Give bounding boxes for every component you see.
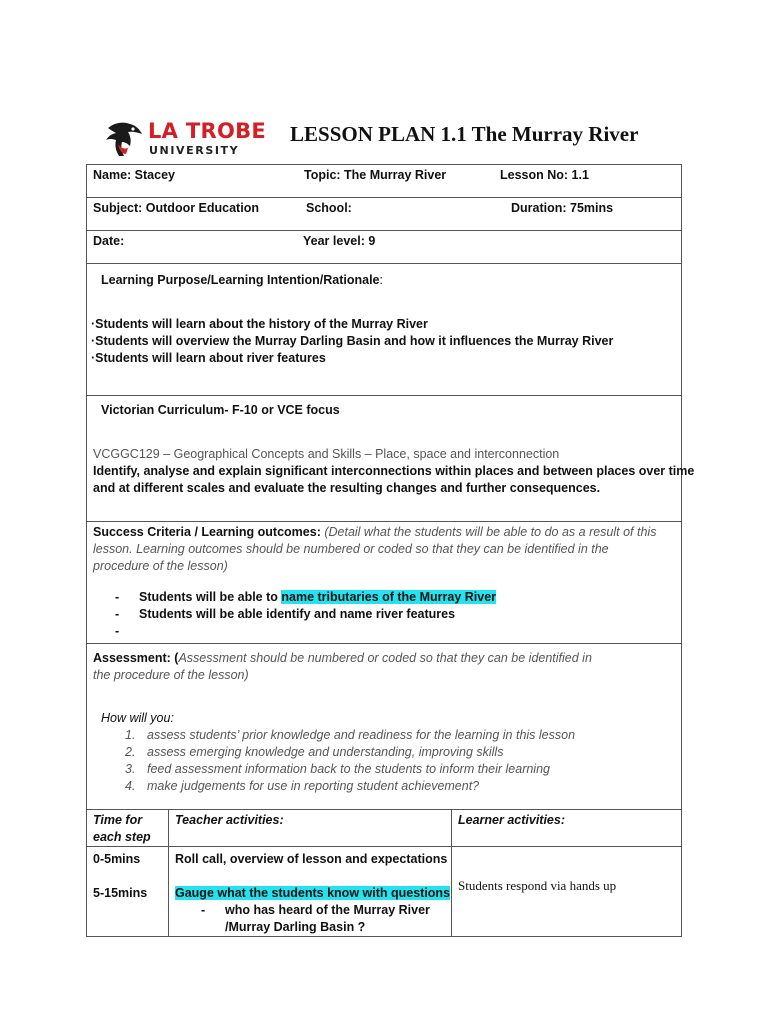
list-item: 3. feed assessment information back to the students to inform their learning [125, 762, 550, 776]
how-will-you-label: How will you: [101, 711, 174, 725]
purpose-list [87, 289, 681, 367]
assessment-note-line-2: the procedure of the lesson) [93, 668, 249, 682]
logo-subtitle: UNIVERSITY [149, 144, 240, 157]
school-field: School: [306, 201, 352, 215]
curriculum-code: VCGGC129 – [93, 447, 171, 461]
success-criteria-note-line-3: procedure of the lesson) [93, 559, 228, 573]
date-field: Date: [93, 234, 125, 248]
year-level-field: Year level: 9 [303, 234, 376, 248]
time-step-2: 5-15mins [93, 886, 148, 900]
logo-name: LA TROBE [148, 119, 267, 143]
la-trobe-logo [104, 118, 267, 160]
teacher-activities-header: Teacher activities: [175, 813, 284, 827]
success-criteria-list [87, 575, 681, 640]
list-item: 4. make judgements for use in reporting student achievement? [125, 779, 480, 793]
assessment-note: Assessment should be numbered or coded so that they can be identified in [178, 651, 592, 665]
time-header-line-1: Time for [93, 813, 143, 827]
teacher-activity-2-highlighted: Gauge what the students know with questions [175, 886, 451, 900]
time-header-line-2: each step [93, 830, 151, 844]
curriculum-description-line-2: and at different scales and evaluate the resulting changes and further consequences. [93, 481, 601, 495]
curriculum-code-description: Geographical Concepts and Skills – Place, space and interconnection [170, 447, 560, 461]
lesson-no-field: Lesson No: 1.1 [500, 168, 589, 182]
purpose-row [87, 264, 682, 396]
teacher-activity-2-sub-item-cont: /Murray Darling Basin ? [225, 920, 366, 934]
list-item: 1. assess students’ prior knowledge and readiness for the learning in this lesson [125, 728, 576, 742]
schedule-row [87, 847, 682, 937]
assessment-list [87, 727, 681, 795]
list-item: ·Students will learn about river features [91, 351, 326, 365]
list-item: 2. assess emerging knowledge and understanding, improving skills [125, 745, 504, 759]
success-criteria-row [87, 522, 682, 644]
eagle-icon [104, 118, 146, 160]
name-field: Name: Stacey [93, 168, 175, 182]
learner-activities-header: Learner activities: [458, 813, 565, 827]
topic-field: Topic: The Murray River [304, 168, 447, 182]
purpose-heading: Learning Purpose/Learning Intention/Rationale [101, 273, 380, 287]
schedule-header-row [87, 810, 682, 847]
page-header [104, 118, 684, 164]
info-row-subject [87, 198, 682, 231]
assessment-heading: Assessment: ( [93, 651, 179, 665]
success-criteria-note-line-2: lesson. Learning outcomes should be numbered or coded so that they can be identified in the [93, 542, 609, 556]
list-item: - Students will be able to name tributaries of the Murray River [115, 590, 497, 604]
lesson-plan-table [86, 164, 695, 937]
list-item: - Students will be able identify and name river features [115, 607, 456, 621]
teacher-activity-2-sub-item: - who has heard of the Murray River [201, 903, 430, 917]
info-row-date [87, 231, 682, 264]
success-criteria-heading: Success Criteria / Learning outcomes: [93, 525, 321, 539]
subject-field: Subject: Outdoor Education [93, 201, 259, 215]
curriculum-heading: Victorian Curriculum- F-10 or VCE focus [101, 403, 340, 417]
highlighted-text: name tributaries of the Murray River [281, 590, 497, 604]
success-criteria-note: (Detail what the students will be able to do as a result of this [320, 525, 657, 539]
assessment-row [87, 644, 682, 810]
time-step-1: 0-5mins [93, 852, 141, 866]
duration-field: Duration: 75mins [511, 201, 614, 215]
learner-activity-2: Students respond via hands up [458, 878, 617, 893]
list-item: ·Students will learn about the history of the Murray River [91, 317, 428, 331]
curriculum-row [87, 396, 682, 522]
purpose-colon: : [379, 273, 383, 287]
list-item: - [115, 624, 120, 638]
info-row-name [87, 165, 682, 198]
teacher-activity-1: Roll call, overview of lesson and expectations [175, 852, 448, 866]
document-title: LESSON PLAN 1.1 The Murray River [290, 122, 639, 146]
list-item: ·Students will overview the Murray Darling Basin and how it influences the Murray River [91, 334, 614, 348]
curriculum-description-line-1: Identify, analyse and explain significant interconnections within places and between places over time [93, 464, 695, 478]
